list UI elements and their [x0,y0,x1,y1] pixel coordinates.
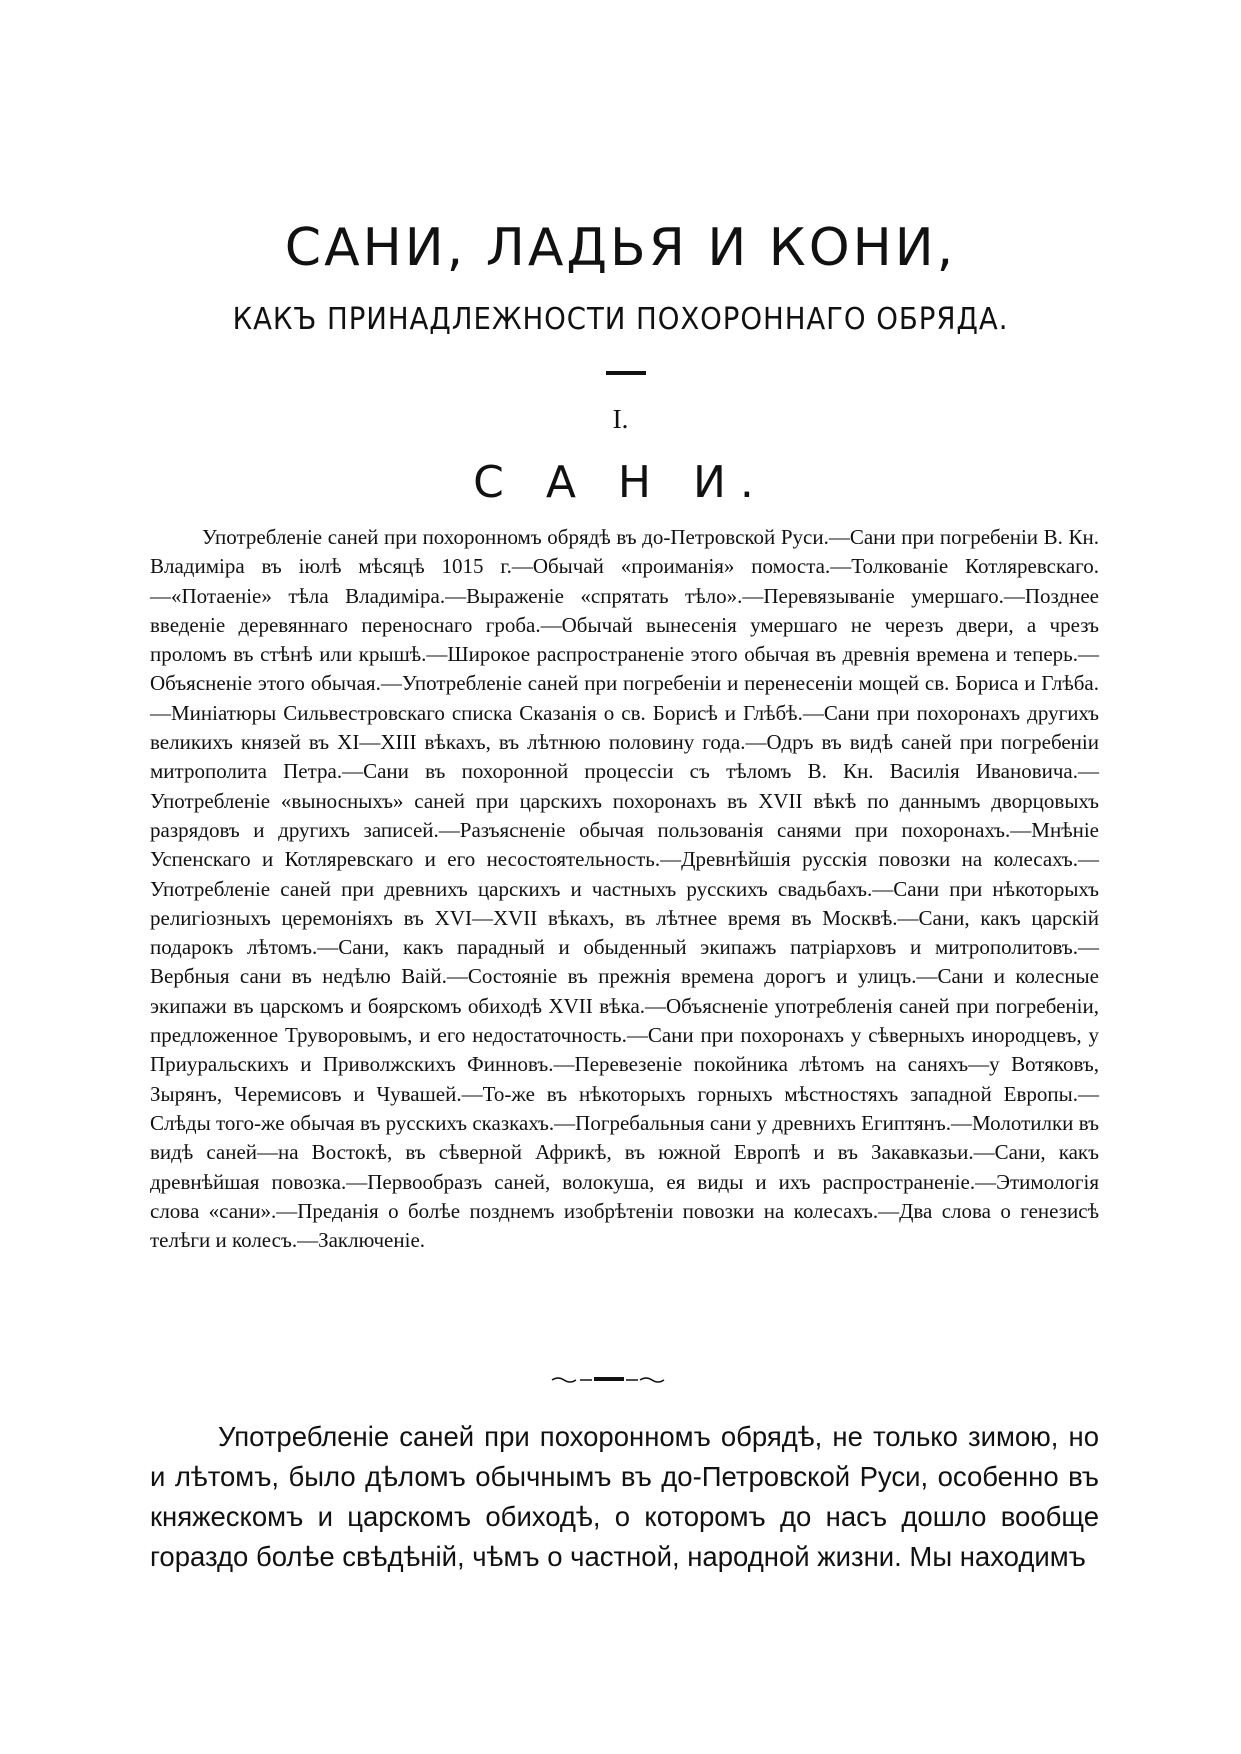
chapter-summary: Употребленіе саней при похоронномъ обрядѣ въ до-Петровской Руси.—Сани при погребеніи В. Кн. Владиміра въ іюлѣ мѣсяцѣ 1015 г.—Обычай «проиманія» помоста.—Толкованіе Котляревскаго.—«Потаеніе» тѣла Владиміра.—Выраженіе «спрятать тѣло».—Перевязываніе умершаго.—Позднее введеніе деревяннаго переноснаго гроба.—Обычай вынесенія умершаго не черезъ двери, а чрезъ проломъ въ стѣнѣ или крышѣ.—Широкое распространеніе этого обычая въ древнія времена и теперь.—Объясненіе этого обычая.—Употребленіе саней при погребеніи и перенесеніи мощей св. Бориса и Глѣба.—Миніатюры Сильвестровскаго списка Сказанія о св. Борисѣ и Глѣбѣ.—Сани при похоронахъ другихъ великихъ князей въ XI—XIII вѣкахъ, въ лѣтнюю половину года.—Одръ въ видѣ саней при погребеніи митрополита Петра.—Сани въ похоронной процессіи съ тѣломъ В. Кн. Василія Ивановича.—Употребленіе «выносныхъ» саней при царскихъ похоронахъ въ XVII вѣкѣ по даннымъ дворцовыхъ разрядовъ и другихъ записей.—Разъясненіе обычая пользованія санями при похоронахъ.—Мнѣніе Успенскаго и Котляревскаго и его несостоятельность.—Древнѣйшія русскія повозки на колесахъ.—Употребленіе саней при древнихъ царскихъ и частныхъ русскихъ свадьбахъ.—Сани при нѣкоторыхъ религіозныхъ церемоніяхъ въ XVI—XVII вѣкахъ, въ лѣтнее время въ Москвѣ.—Сани, какъ царскій подарокъ лѣтомъ.—Сани, какъ парадный и обыденный экипажъ патріарховъ и митрополитовъ.—Вербныя сани въ недѣлю Ваій.—Состояніе въ прежнія времена дорогъ и улицъ.—Сани и колесные экипажи въ царскомъ и боярскомъ обиходѣ XVII вѣка.—Объясненіе употребленія саней при погребеніи, предложенное Труворовымъ, и его недостаточность.—Сани при похоронахъ у сѣверныхъ инородцевъ, у Приуральскихъ и Приволжскихъ Финновъ.—Перевезеніе покойника лѣтомъ на саняхъ—у Вотяковъ, Зырянъ, Черемисовъ и Чувашей.—То-же въ нѣкоторыхъ горныхъ мѣстностяхъ западной Европы.—Слѣды того-же обычая въ русскихъ сказкахъ.—Погребальныя сани у древнихъ Египтянъ.—Молотилки въ видѣ саней—на Востокѣ, въ сѣверной Африкѣ, въ южной Европѣ и въ Закавказьи.—Сани, какъ древнѣйшая повозка.—Первообразъ саней, волокуша, ея виды и ихъ распространеніе.—Этимологія слова «сани».—Преданія о болѣе позднемъ изобрѣтеніи повозки на колесахъ.—Два слова о генезисѣ телѣги и колесъ.—Заключеніе. [150,525,1099,1253]
page-subtitle: КАКЪ ПРИНАДЛЕЖНОСТИ ПОХОРОННАГО ОБРЯДА. [232,302,1009,337]
section-number: I. [612,404,629,434]
page-title: САНИ, ЛАДЬЯ И КОНИ, [284,218,957,278]
body-paragraph: Употребленіе саней при похоронномъ обрядѣ, не только зимою, но и лѣтомъ, было дѣломъ обычнымъ въ до-Петровской Руси, особенно въ княжескомъ и царскомъ обиходѣ, о которомъ до насъ дошло вообще гораздо болѣе свѣдѣній, чѣмъ о частной, народной жизни. Мы находимъ [150,1421,1099,1572]
ornament-divider [548,1372,668,1386]
title-divider [606,371,646,375]
section-title: С А Н И. [473,457,768,508]
